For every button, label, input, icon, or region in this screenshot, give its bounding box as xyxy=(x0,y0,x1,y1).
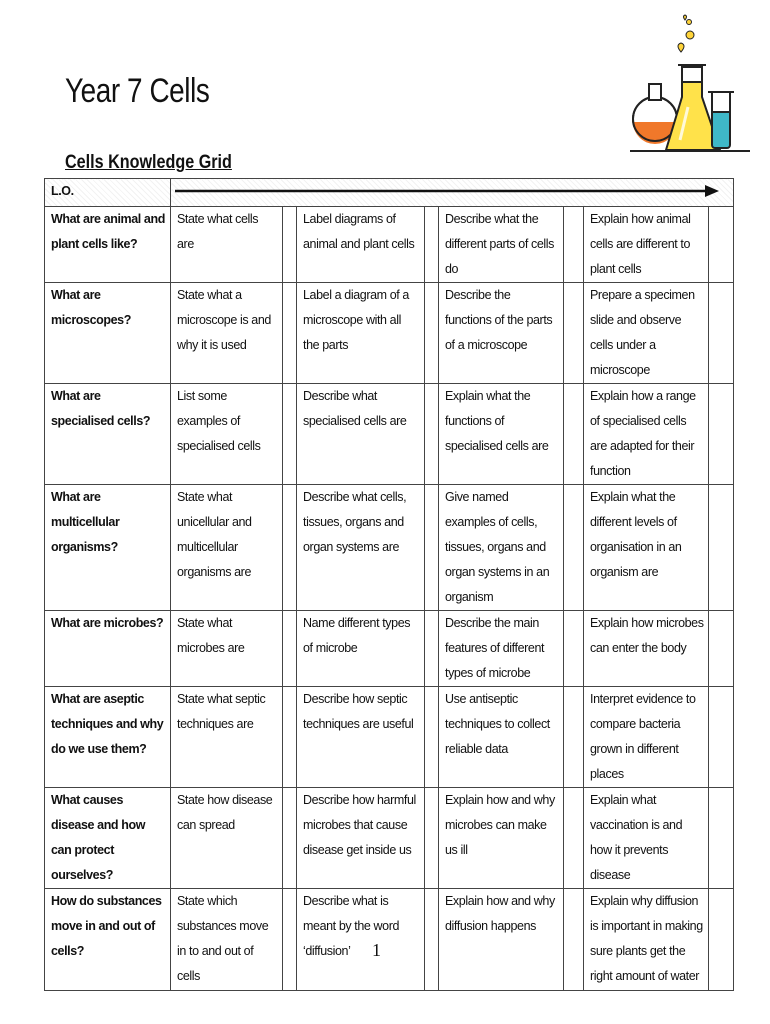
grid-question: What are microbes? xyxy=(45,611,171,687)
grid-outcome-cell: Describe what specialised cells are xyxy=(297,384,425,485)
grid-outcome-cell: Describe the main features of different types of microbe xyxy=(439,611,564,687)
grid-outcome-cell: State what septic techniques are xyxy=(171,687,283,788)
grid-outcome-cell: Explain how a range of specialised cells are adapted for their function xyxy=(584,384,709,485)
grid-spacer-cell xyxy=(564,283,584,384)
knowledge-grid-table xyxy=(44,178,734,991)
grid-spacer-cell xyxy=(564,788,584,889)
grid-spacer-cell xyxy=(283,788,297,889)
grid-spacer-cell xyxy=(564,889,584,991)
grid-outcome-cell: State what cells are xyxy=(171,207,283,283)
grid-row xyxy=(45,384,734,485)
page-title: Year 7 Cells xyxy=(65,72,210,110)
grid-outcome-cell: State what a microscope is and why it is used xyxy=(171,283,283,384)
lo-label: L.O. xyxy=(45,179,171,207)
grid-spacer-cell xyxy=(709,889,734,991)
grid-spacer-cell xyxy=(425,687,439,788)
grid-question: How do substances move in and out of cells? xyxy=(45,889,171,991)
grid-spacer-cell xyxy=(564,207,584,283)
grid-outcome-cell: Explain how and why microbes can make us ill xyxy=(439,788,564,889)
grid-outcome-cell: State what microbes are xyxy=(171,611,283,687)
grid-outcome-cell: Explain how microbes can enter the body xyxy=(584,611,709,687)
grid-spacer-cell xyxy=(709,384,734,485)
grid-spacer-cell xyxy=(283,384,297,485)
grid-spacer-cell xyxy=(425,788,439,889)
grid-outcome-cell: Describe how harmful microbes that cause disease get inside us xyxy=(297,788,425,889)
grid-spacer-cell xyxy=(425,485,439,611)
grid-spacer-cell xyxy=(564,687,584,788)
grid-outcome-cell: Give named examples of cells, tissues, organs and organ systems in an organism xyxy=(439,485,564,611)
grid-outcome-cell: Explain how and why diffusion happens xyxy=(439,889,564,991)
grid-outcome-cell: Interpret evidence to compare bacteria grown in different places xyxy=(584,687,709,788)
page-subtitle: Cells Knowledge Grid xyxy=(65,152,232,173)
grid-spacer-cell xyxy=(283,889,297,991)
grid-spacer-cell xyxy=(425,283,439,384)
arrow-right-icon xyxy=(171,179,731,206)
grid-outcome-cell: Prepare a specimen slide and observe cells under a microscope xyxy=(584,283,709,384)
test-tube-icon xyxy=(708,92,734,148)
grid-row xyxy=(45,788,734,889)
grid-outcome-cell: Explain why diffusion is important in making sure plants get the right amount of water xyxy=(584,889,709,991)
grid-outcome-cell: Use antiseptic techniques to collect reliable data xyxy=(439,687,564,788)
grid-spacer-cell xyxy=(425,889,439,991)
lo-header-row xyxy=(45,179,734,207)
grid-question: What are specialised cells? xyxy=(45,384,171,485)
grid-row xyxy=(45,889,734,991)
grid-question: What are animal and plant cells like? xyxy=(45,207,171,283)
grid-row xyxy=(45,283,734,384)
grid-spacer-cell xyxy=(709,687,734,788)
grid-outcome-cell: Describe what is meant by the word ‘diffusion’ xyxy=(297,889,425,991)
grid-spacer-cell xyxy=(709,611,734,687)
grid-spacer-cell xyxy=(709,283,734,384)
grid-spacer-cell xyxy=(283,611,297,687)
progression-arrow xyxy=(171,179,734,207)
grid-spacer-cell xyxy=(709,788,734,889)
grid-spacer-cell xyxy=(425,611,439,687)
grid-outcome-cell: Describe what the different parts of cells do xyxy=(439,207,564,283)
grid-spacer-cell xyxy=(283,207,297,283)
grid-outcome-cell: Describe what cells, tissues, organs and organ systems are xyxy=(297,485,425,611)
grid-spacer-cell xyxy=(283,283,297,384)
grid-spacer-cell xyxy=(709,207,734,283)
grid-question: What causes disease and how can protect ourselves? xyxy=(45,788,171,889)
page-number: 1 xyxy=(372,940,381,960)
grid-question: What are multicellular organisms? xyxy=(45,485,171,611)
grid-spacer-cell xyxy=(564,384,584,485)
grid-spacer-cell xyxy=(283,485,297,611)
grid-row xyxy=(45,207,734,283)
grid-outcome-cell: Explain how animal cells are different to plant cells xyxy=(584,207,709,283)
grid-spacer-cell xyxy=(564,485,584,611)
grid-outcome-cell: State how disease can spread xyxy=(171,788,283,889)
grid-spacer-cell xyxy=(709,485,734,611)
grid-spacer-cell xyxy=(425,207,439,283)
grid-outcome-cell: State what unicellular and multicellular organisms are xyxy=(171,485,283,611)
grid-outcome-cell: Describe how septic techniques are useful xyxy=(297,687,425,788)
grid-question: What are microscopes? xyxy=(45,283,171,384)
grid-spacer-cell xyxy=(425,384,439,485)
bubble-icon xyxy=(678,15,694,52)
grid-outcome-cell: Label a diagram of a microscope with all the parts xyxy=(297,283,425,384)
grid-row xyxy=(45,485,734,611)
grid-outcome-cell: Explain what vaccination is and how it prevents disease xyxy=(584,788,709,889)
grid-outcome-cell: Describe the functions of the parts of a microscope xyxy=(439,283,564,384)
grid-outcome-cell: State which substances move in to and out of cells xyxy=(171,889,283,991)
grid-outcome-cell: Label diagrams of animal and plant cells xyxy=(297,207,425,283)
grid-spacer-cell xyxy=(283,687,297,788)
grid-spacer-cell xyxy=(564,611,584,687)
grid-row xyxy=(45,687,734,788)
lab-glassware-illustration xyxy=(630,12,750,162)
grid-outcome-cell: Explain what the different levels of organisation in an organism are xyxy=(584,485,709,611)
grid-outcome-cell: Name different types of microbe xyxy=(297,611,425,687)
grid-row xyxy=(45,611,734,687)
grid-outcome-cell: List some examples of specialised cells xyxy=(171,384,283,485)
grid-question: What are aseptic techniques and why do we use them? xyxy=(45,687,171,788)
grid-outcome-cell: Explain what the functions of specialised cells are xyxy=(439,384,564,485)
